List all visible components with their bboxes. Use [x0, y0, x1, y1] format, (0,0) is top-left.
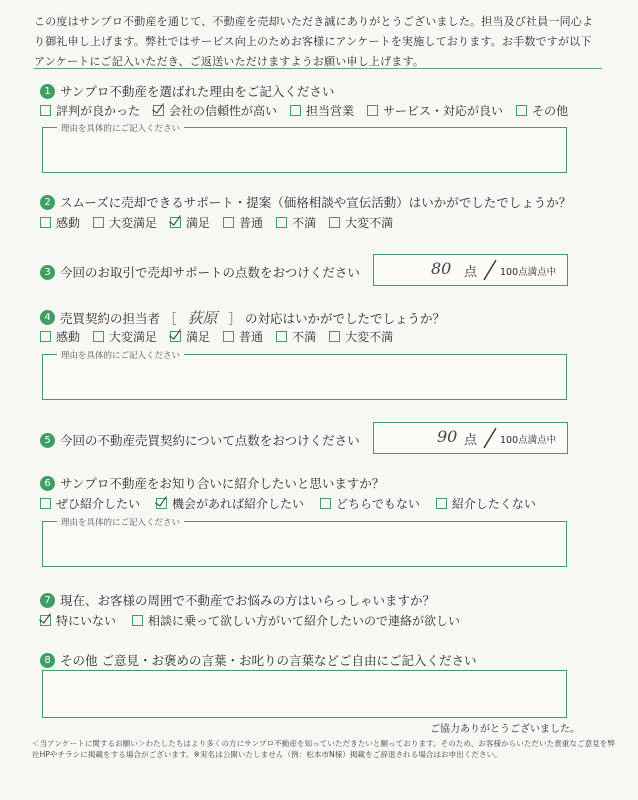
- checkbox[interactable]: [40, 217, 51, 228]
- q5-score-box[interactable]: [373, 422, 568, 454]
- q1-option[interactable]: サービス・対応が良い: [367, 102, 503, 119]
- q6-option[interactable]: 紹介したくない: [436, 495, 536, 512]
- q2-option[interactable]: 普通: [223, 214, 263, 231]
- q6-option[interactable]: ぜひ紹介したい: [40, 495, 140, 512]
- question-2: [40, 193, 571, 211]
- checkbox[interactable]: [223, 331, 234, 342]
- reason-label: 理由を具体的にご記入ください: [57, 122, 184, 134]
- q2-text: スムーズに売却できるサポート・提案（価格相談や宣伝活動）はいかがでしたでしょうか？: [60, 195, 572, 210]
- q4-prefix: 売買契約の担当者: [60, 310, 161, 326]
- q8-number: 8: [40, 653, 55, 668]
- q8-comment-field[interactable]: [42, 670, 567, 718]
- q4-bracket-close: ］: [228, 310, 242, 326]
- checkbox-checked[interactable]: [40, 615, 51, 626]
- checkbox[interactable]: [276, 217, 287, 228]
- q2-option[interactable]: 満足: [170, 214, 210, 231]
- checkbox[interactable]: [329, 331, 340, 342]
- divider: [34, 68, 602, 69]
- q5-number: 5: [40, 433, 55, 448]
- q7-number: 7: [40, 593, 55, 608]
- question-6: [40, 474, 384, 492]
- slash-icon: [482, 427, 498, 449]
- q6-options: [40, 495, 549, 512]
- q6-text: サンプロ不動産をお知り合いに紹介したいと思いますか？: [60, 476, 385, 491]
- checkbox[interactable]: [40, 105, 51, 116]
- q1-option[interactable]: その他: [516, 102, 568, 119]
- slash-icon: [482, 259, 498, 281]
- footer-note: ＜当アンケートに関するお願い＞わたしたちはより多くの方にサンプロ不動産を知っていただきたいと願っております。そのため、お客様からいただいた貴重なご意見を弊社HPやチラシに掲載をする場合がございます。※実名は公開いたしません（例：松本市N様）掲載をご辞退される場合はお申出ください。: [32, 739, 615, 759]
- q4-option[interactable]: 普通: [223, 328, 263, 345]
- q6-option[interactable]: どちらでもない: [320, 495, 420, 512]
- q5-max: 100点満点中: [500, 435, 557, 446]
- checkbox[interactable]: [516, 105, 527, 116]
- q2-option[interactable]: 不満: [276, 214, 316, 231]
- checkbox[interactable]: [132, 615, 143, 626]
- q2-options: [40, 214, 406, 231]
- q7-options: [40, 612, 473, 629]
- checkbox-checked[interactable]: [170, 217, 181, 228]
- reason-label: 理由を具体的にご記入ください: [57, 516, 184, 528]
- q7-option[interactable]: 相談に乗って欲しい方がいて紹介したいので連絡が欲しい: [132, 612, 460, 629]
- q3-unit: 点: [464, 265, 478, 280]
- intro-text: この度はサンプロ不動産を通じて、不動産を売却いただき誠にありがとうございました。担当及び社員一同心より御礼申し上げます。弊社ではサービス向上のためお客様にアンケートを実施しております。お手数ですが以下アンケートにご記入いただき、ご返送いただけますようお願い申し上げます。: [34, 15, 594, 68]
- q8-text: その他 ご意見・お褒めの言葉・お叱りの言葉などご自由にご記入ください: [60, 653, 477, 668]
- checkbox[interactable]: [436, 498, 447, 509]
- q2-option[interactable]: 感動: [40, 214, 80, 231]
- checkbox[interactable]: [329, 217, 340, 228]
- q7-text: 現在、お客様の周囲で不動産でお悩みの方はいらっしゃいますか？: [60, 593, 436, 608]
- checkbox[interactable]: [276, 331, 287, 342]
- reason-label: 理由を具体的にご記入ください: [57, 349, 184, 361]
- q6-option[interactable]: 機会があれば紹介したい: [156, 495, 304, 512]
- checkbox[interactable]: [320, 498, 331, 509]
- checkbox[interactable]: [93, 217, 104, 228]
- q4-bracket-open: ［: [164, 310, 177, 326]
- q2-number: 2: [40, 195, 55, 210]
- checkbox-checked[interactable]: [156, 498, 167, 509]
- q4-reason-field[interactable]: [42, 351, 567, 400]
- q5-unit: 点: [464, 433, 478, 448]
- checkbox-checked[interactable]: [170, 331, 181, 342]
- q2-option[interactable]: 大変不満: [329, 214, 393, 231]
- q1-option[interactable]: 担当営業: [290, 102, 354, 119]
- q4-option[interactable]: 大変不満: [329, 328, 393, 345]
- q1-reason-field[interactable]: [42, 124, 567, 173]
- question-3: [40, 263, 360, 281]
- q5-text: 今回の不動産売買契約について点数をおつけください: [60, 433, 360, 448]
- q7-option[interactable]: 特にいない: [40, 612, 116, 629]
- question-1: [40, 82, 334, 100]
- q1-text: サンプロ不動産を選ばれた理由をご記入ください: [60, 84, 335, 99]
- question-8: [40, 651, 476, 669]
- q3-score-box[interactable]: [373, 254, 568, 286]
- q1-option[interactable]: 会社の信頼性が高い: [153, 102, 277, 119]
- q4-suffix: の対応はいかがでしたでしょうか？: [245, 310, 446, 326]
- q4-options: [40, 328, 406, 345]
- q1-number: 1: [40, 84, 55, 99]
- question-4: [40, 307, 445, 328]
- q4-option[interactable]: 不満: [276, 328, 316, 345]
- checkbox[interactable]: [290, 105, 301, 116]
- q1-option[interactable]: 評判が良かった: [40, 102, 140, 119]
- question-7: [40, 591, 435, 609]
- q3-score: 80: [431, 259, 452, 278]
- q4-option[interactable]: 大変満足: [93, 328, 157, 345]
- q2-option[interactable]: 大変満足: [93, 214, 157, 231]
- q5-score: 90: [437, 427, 458, 446]
- checkbox[interactable]: [93, 331, 104, 342]
- q4-staff-name[interactable]: 荻原: [187, 309, 218, 327]
- checkbox[interactable]: [367, 105, 378, 116]
- q4-option[interactable]: 感動: [40, 328, 80, 345]
- q4-number: 4: [40, 310, 55, 325]
- thanks-text: ご協力ありがとうございました。: [430, 724, 580, 735]
- q3-text: 今回のお取引で売却サポートの点数をおつけください: [60, 265, 360, 280]
- q1-options: [40, 102, 581, 119]
- checkbox[interactable]: [223, 217, 234, 228]
- checkbox[interactable]: [40, 498, 51, 509]
- question-5: [40, 431, 360, 449]
- q3-number: 3: [40, 265, 55, 280]
- checkbox-checked[interactable]: [153, 105, 164, 116]
- q3-max: 100点満点中: [500, 267, 557, 278]
- q6-number: 6: [40, 476, 55, 491]
- checkbox[interactable]: [40, 331, 51, 342]
- q4-option[interactable]: 満足: [170, 328, 210, 345]
- q6-reason-field[interactable]: [42, 518, 567, 567]
